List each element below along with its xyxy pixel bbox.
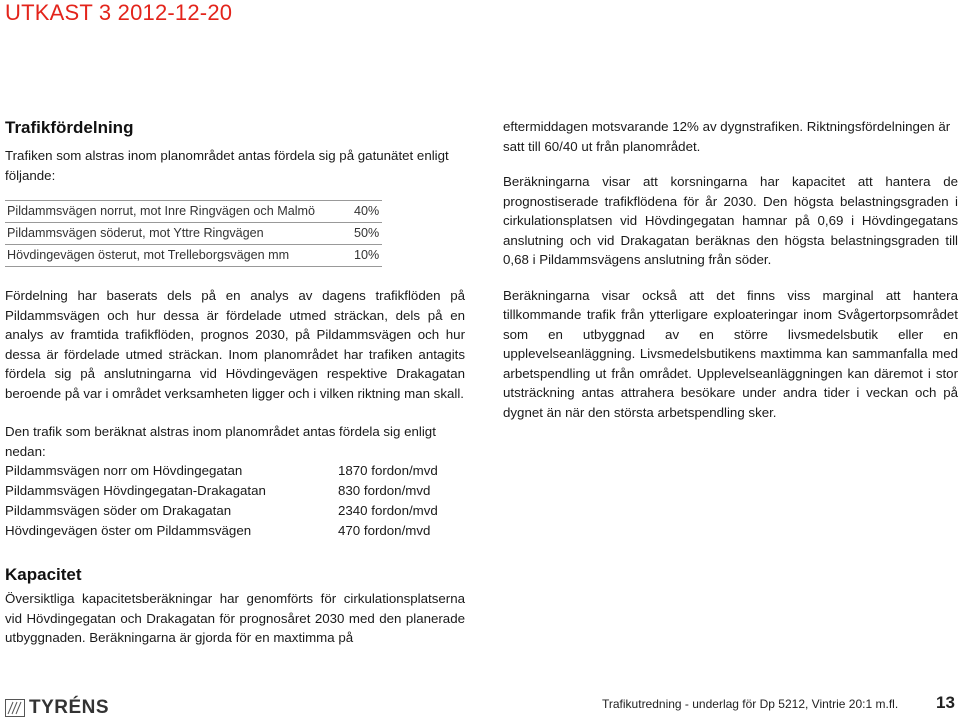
tyrens-logo-icon (5, 699, 25, 717)
capacity-margin-paragraph: Beräkningarna visar också att det finns viss marginal att hantera tillkommande trafik från ytterligare exploateringar inom Svågertorpsområdet som en utbyggnad av en större livsmedelsbutik eller en upplevelseanläggning. Livsmedelsbutikens maxtimma kan sammanfalla med arbetspendling ut från området. Upplevelseanläggningen kan däremot i stor utsträckning antas attrahera besökare under andra tider i veckan och på dygnet än när den största arbetspendling sker. (503, 287, 958, 420)
page-number: 13 (936, 693, 955, 712)
route-cell: Pildammsvägen norrut, mot Inre Ringvägen och Malmö (7, 204, 315, 218)
capacity-results-paragraph: Beräkningarna visar att korsningarna har kapacitet att hantera de prognostiserade trafikflödena för år 2030. Den högsta belastningsgraden i cirkulationsplatsen vid Hövdingegatan hamnar på 0,69 i Hövdingegatans anslutning och vid Drakagatan beräknas den högsta belastningsgraden till 0,68 i Pildammsvägens anslutning från söder. (503, 174, 958, 267)
logo-text: TYRÉNS (29, 697, 110, 718)
table-row (5, 521, 465, 541)
draft-label: UTKAST 3 2012-12-20 (5, 0, 233, 25)
distribution-table (5, 200, 382, 267)
table-row (5, 501, 465, 521)
share-cell: 50% (354, 226, 380, 240)
volume-cell: 470 fordon/mvd (338, 523, 431, 538)
generated-traffic-intro: Den trafik som beräknat alstras inom planområdet antas fördela sig enligt nedan: (5, 424, 436, 459)
road-cell: Pildammsvägen söder om Drakagatan (5, 503, 232, 518)
volume-cell: 830 fordon/mvd (338, 483, 431, 498)
share-cell: 40% (354, 204, 380, 218)
traffic-distribution-heading: Trafikfördelning (5, 118, 134, 137)
route-cell: Hövdingevägen österut, mot Trelleborgsvägen mm (7, 248, 290, 262)
left-column (5, 118, 465, 648)
road-cell: Hövdingevägen öster om Pildammsvägen (5, 523, 252, 538)
table-row (5, 481, 465, 501)
traffic-distribution-intro: Trafiken som alstras inom planområdet antas fördela sig på gatunätet enligt följande: (5, 148, 449, 183)
road-cell: Pildammsvägen Hövdingegatan-Drakagatan (5, 483, 266, 498)
capacity-paragraph-continued: eftermiddagen motsvarande 12% av dygnstrafiken. Riktningsfördelningen är satt till 60/40 ut från planområdet. (503, 119, 951, 154)
table-row (5, 223, 382, 245)
capacity-heading: Kapacitet (5, 565, 82, 584)
road-cell: Pildammsvägen norr om Hövdingegatan (5, 463, 243, 478)
volume-cell: 2340 fordon/mvd (338, 503, 438, 518)
generated-traffic-table (5, 461, 465, 541)
table-row (5, 201, 382, 223)
table-row (5, 245, 382, 267)
table-row (5, 461, 465, 481)
tyrens-logo (5, 697, 109, 719)
route-cell: Pildammsvägen söderut, mot Yttre Ringvägen (7, 226, 264, 240)
volume-cell: 1870 fordon/mvd (338, 463, 438, 478)
capacity-paragraph: Översiktliga kapacitetsberäkningar har genomförts för cirkulationsplatserna vid Hövdingegatan och Drakagatan för prognosåret 2030 med den planerade utbyggnaden. Beräkningarna är gjorda för en maxtimma på (5, 591, 465, 645)
right-column (503, 117, 958, 422)
distribution-basis-paragraph: Fördelning har baserats dels på en analys av dagens trafikflöden på Pildammsvägen och hur dessa är fördelade utmed sträckan, dels på en analys av framtida trafikflöden, prognos 2030, på Pildammsvägen och hur dessa är fördelade utmed sträckan. Inom planområdet har trafiken antagits fördela sig på anslutningarna vid Hövdingevägen respektive Drakagatan beroende på var i området verksamheten ligger och i vilken riktning man skall. (5, 288, 465, 401)
share-cell: 10% (354, 248, 380, 262)
footer-document-note: Trafikutredning - underlag för Dp 5212, Vintrie 20:1 m.fl. (602, 697, 899, 711)
